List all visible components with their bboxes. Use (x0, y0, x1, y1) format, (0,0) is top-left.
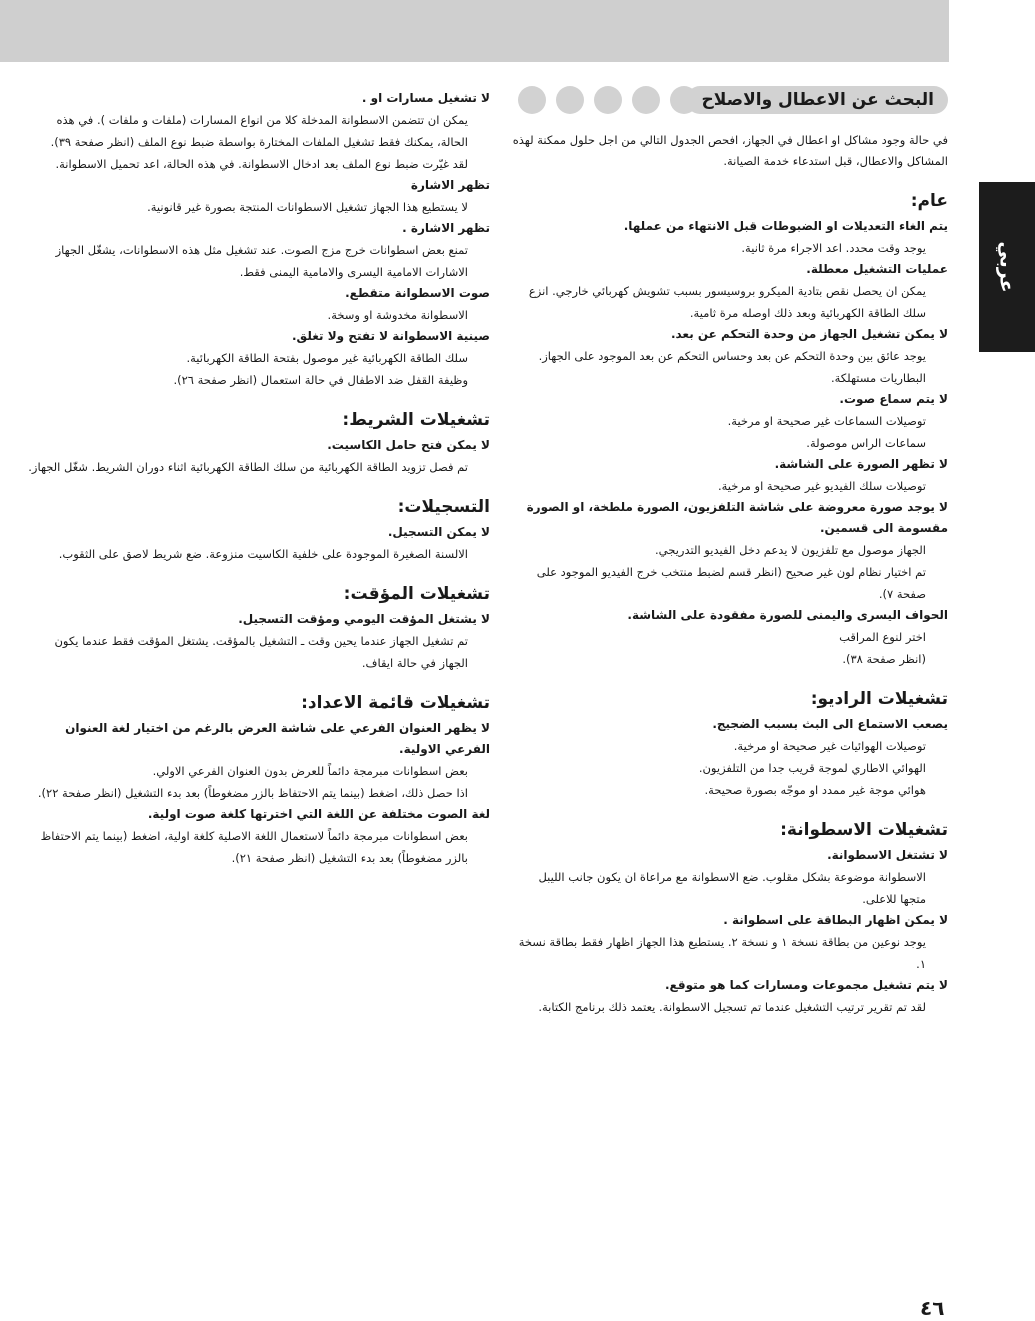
solution-text: لا يستطيع هذا الجهاز تشغيل الاسطوانات المنتجة بصورة غير قانونية. (147, 200, 468, 214)
problem-heading: صوت الاسطوانة متقطع. (345, 286, 490, 300)
problem-heading: لا تشتغل الاسطوانة. (827, 848, 948, 862)
solution-text: يمكن ان يحصل نقص بتادية الميكرو بروسيسور بسبب تشويش كهربائي خارجي. انزع سلك الطاقة الكهربائية وبعد ذلك اوصله مرة ثامية. (528, 284, 926, 320)
problem-heading: يصعب الاستماع الى البث بسبب الضجيج. (712, 717, 948, 731)
problem-heading: لا يمكن التسجيل. (387, 525, 490, 539)
section-title: عام: (910, 191, 948, 211)
solution-text: الهوائي الاطاري لموجة قريب جدا من التلفزيون. (698, 761, 926, 775)
solution-text: هوائي موجة غير ممدد او موجّه بصورة صحيحة. (704, 783, 926, 797)
solution-text: تم تشغيل الجهاز عندما يحين وقت ـ التشغيل بالمؤقت. يشتغل المؤقت فقط عندما يكون الجهاز في حالة ايقاف. (54, 634, 468, 670)
section-title: تشغيلات الشريط: (342, 410, 490, 430)
problem-heading: لا يظهر العنوان الفرعي على شاشة العرض بالرغم من اختيار لغة العنوان الفرعي الاولية. (65, 721, 490, 756)
decor-dot (594, 86, 622, 114)
solution-text: توصيلات الهوائيات غير صحيحة او مرخية. (733, 739, 926, 753)
solution-text: البطاريات مستهلكة. (830, 371, 926, 385)
problem-heading: لا يوجد صورة معروضة على شاشة التلفزيون، الصورة ملطخة، او الصورة مقسومة الى قسمين. (526, 500, 948, 535)
solution-text: يوجد عائق بين وحدة التحكم عن بعد وحساس التحكم عن بعد الموجود على الجهاز. (538, 349, 926, 363)
page-title: البحث عن الاعطال والاصلاح (686, 86, 949, 114)
decor-dot (556, 86, 584, 114)
solution-text: لقد تم تقرير ترتيب التشغيل عندما تم تسجيل الاسطوانة. يعتمد ذلك برنامج الكتابة. (538, 1000, 926, 1014)
problem-heading: لا يتم تشغيل مجموعات ومسارات كما هو متوقع. (664, 978, 948, 992)
solution-text: توصيلات سلك الفيديو غير صحيحة او مرخية. (717, 479, 926, 493)
title-bar (512, 82, 948, 118)
solution-text: يوجد وقت محدد. اعد الاجراء مرة ثانية. (741, 241, 926, 255)
solution-text: وظيفة القفل ضد الاطفال في حالة استعمال (انظر صفحة ٢٦). (173, 373, 468, 387)
header-bar (0, 0, 949, 62)
problem-heading: عمليات التشغيل معطلة. (806, 262, 948, 276)
right-sections (512, 188, 948, 1018)
solution-text: الالسنة الصغيرة الموجودة على خلفية الكاسيت منزوعة. ضع شريط لاصق على الثقوب. (58, 547, 468, 561)
solution-text: بعض اسطوانات مبرمجة دائماً للعرض بدون العنوان الفرعي الاولي. (152, 764, 468, 778)
solution-text: توصيلات السماعات غير صحيحة او مرخية. (727, 414, 926, 428)
problem-heading: تظهر الاشارة . (402, 221, 490, 235)
decor-dot (632, 86, 660, 114)
left-sections (26, 88, 490, 869)
left-column (26, 88, 490, 869)
problem-heading: لغة الصوت مختلفة عن اللغة التي اخترتها كلغة صوت اولية. (147, 807, 490, 821)
problem-heading: لا يمكن اظهار البطاقة على اسطوانة . (723, 913, 948, 927)
solution-text: لقد غيّرت ضبط نوع الملف بعد ادخال الاسطوانة. في هذه الحالة، اعد تحميل الاسطوانة. (55, 157, 468, 171)
problem-heading: لا تظهر الصورة على الشاشة. (774, 457, 948, 471)
section-title: التسجيلات: (397, 497, 490, 517)
section-title: تشغيلات قائمة الاعداد: (301, 693, 490, 713)
solution-text: سلك الطاقة الكهربائية غير موصول بفتحة الطاقة الكهربائية. (186, 351, 468, 365)
problem-heading: لا يمكن فتح حامل الكاسيت. (327, 438, 490, 452)
problem-heading: الحواف اليسرى واليمنى للصورة مفقودة على الشاشة. (627, 608, 948, 622)
language-tab (979, 182, 1035, 352)
solution-text: يوجد نوعين من بطاقة نسخة ١ و نسخة ٢. يستطيع هذا الجهاز اظهار فقط بطاقة نسخة ١. (518, 935, 926, 971)
solution-text: اختر لنوع المراقب (839, 630, 926, 644)
solution-text: تم فصل تزويد الطاقة الكهربائية من سلك الطاقة الكهربائية اثناء دوران الشريط. شغّل الجهاز. (28, 460, 468, 474)
solution-text: اذا حصل ذلك، اضغط (بينما يتم الاحتفاظ بالزر مضغوطاً) بعد بدء التشغيل (انظر صفحة ٢٢). (37, 786, 468, 800)
decor-dot (518, 86, 546, 114)
section-title: تشغيلات الاسطوانة: (780, 820, 948, 840)
problem-heading: صينية الاسطوانة لا تفتح ولا تغلق. (292, 329, 490, 343)
problem-heading: لا يمكن تشغيل الجهاز من وحدة التحكم عن بعد. (670, 327, 948, 341)
solution-text: بعض اسطوانات مبرمجة دائماً لاستعمال اللغة الاصلية كلغة اولية، اضغط (بينما يتم الاحتفاظ بالزر مضغوطاً) بعد بدء التشغيل (انظر صفحة ٢١). (40, 829, 468, 865)
problem-heading: لا يتم سماع صوت. (839, 392, 948, 406)
solution-text: يمكن ان تتضمن الاسطوانة المدخلة كلا من انواع المسارات (ملفات و ملفات ). في هذه الحالة، يمكنك فقط تشغيل الملفات المختارة بواسطة ضبط نوع الملف (انظر صفحة ٣٩). (50, 113, 468, 149)
solution-text: الجهاز موصول مع تلفزيون لا يدعم دخل الفيديو التدريجي. (655, 543, 926, 557)
section-title: تشغيلات المؤقت: (343, 584, 490, 604)
section-title: تشغيلات الراديو: (810, 689, 948, 709)
solution-text: تمنع بعض اسطوانات خرج مزج الصوت. عند تشغيل مثل هذه الاسطوانات، يشغّل الجهاز الاشارات الامامية اليسرى والامامية اليمنى فقط. (55, 243, 468, 279)
solution-text: الاسطوانة موضوعة بشكل مقلوب. ضع الاسطوانة مع مراعاة ان يكون جانب الليبل متجها للاعلى. (538, 870, 926, 906)
page-number: ٤٦ (920, 1296, 945, 1320)
right-column (512, 82, 948, 1018)
problem-heading: تظهر الاشارة (410, 178, 490, 192)
solution-text: الاسطوانة مخدوشة او وسخة. (327, 308, 468, 322)
solution-text: سماعات الراس موصولة. (806, 436, 926, 450)
intro-text: في حالة وجود مشاكل او اعطال في الجهاز، افحص الجدول التالي من اجل حلول ممكنة لهذه المشاكل والاعطال، قبل استدعاء خدمة الصيانة. (512, 133, 948, 168)
problem-heading: لا يشتغل المؤقت اليومي ومؤقت التسجيل. (238, 612, 490, 626)
language-tab-label: عربي (996, 241, 1018, 293)
problem-heading: لا تشغيل مسارات او . (361, 91, 490, 105)
problem-heading: يتم الغاء التعديلات او الضبوطات قبل الانتهاء من عملها. (623, 219, 948, 233)
solution-text: تم اختيار نظام لون غير صحيح (انظر قسم لضبط منتخب خرج الفيديو الموجود على صفحة ٧). (536, 565, 926, 601)
solution-text: (انظر صفحة ٣٨). (842, 652, 926, 666)
